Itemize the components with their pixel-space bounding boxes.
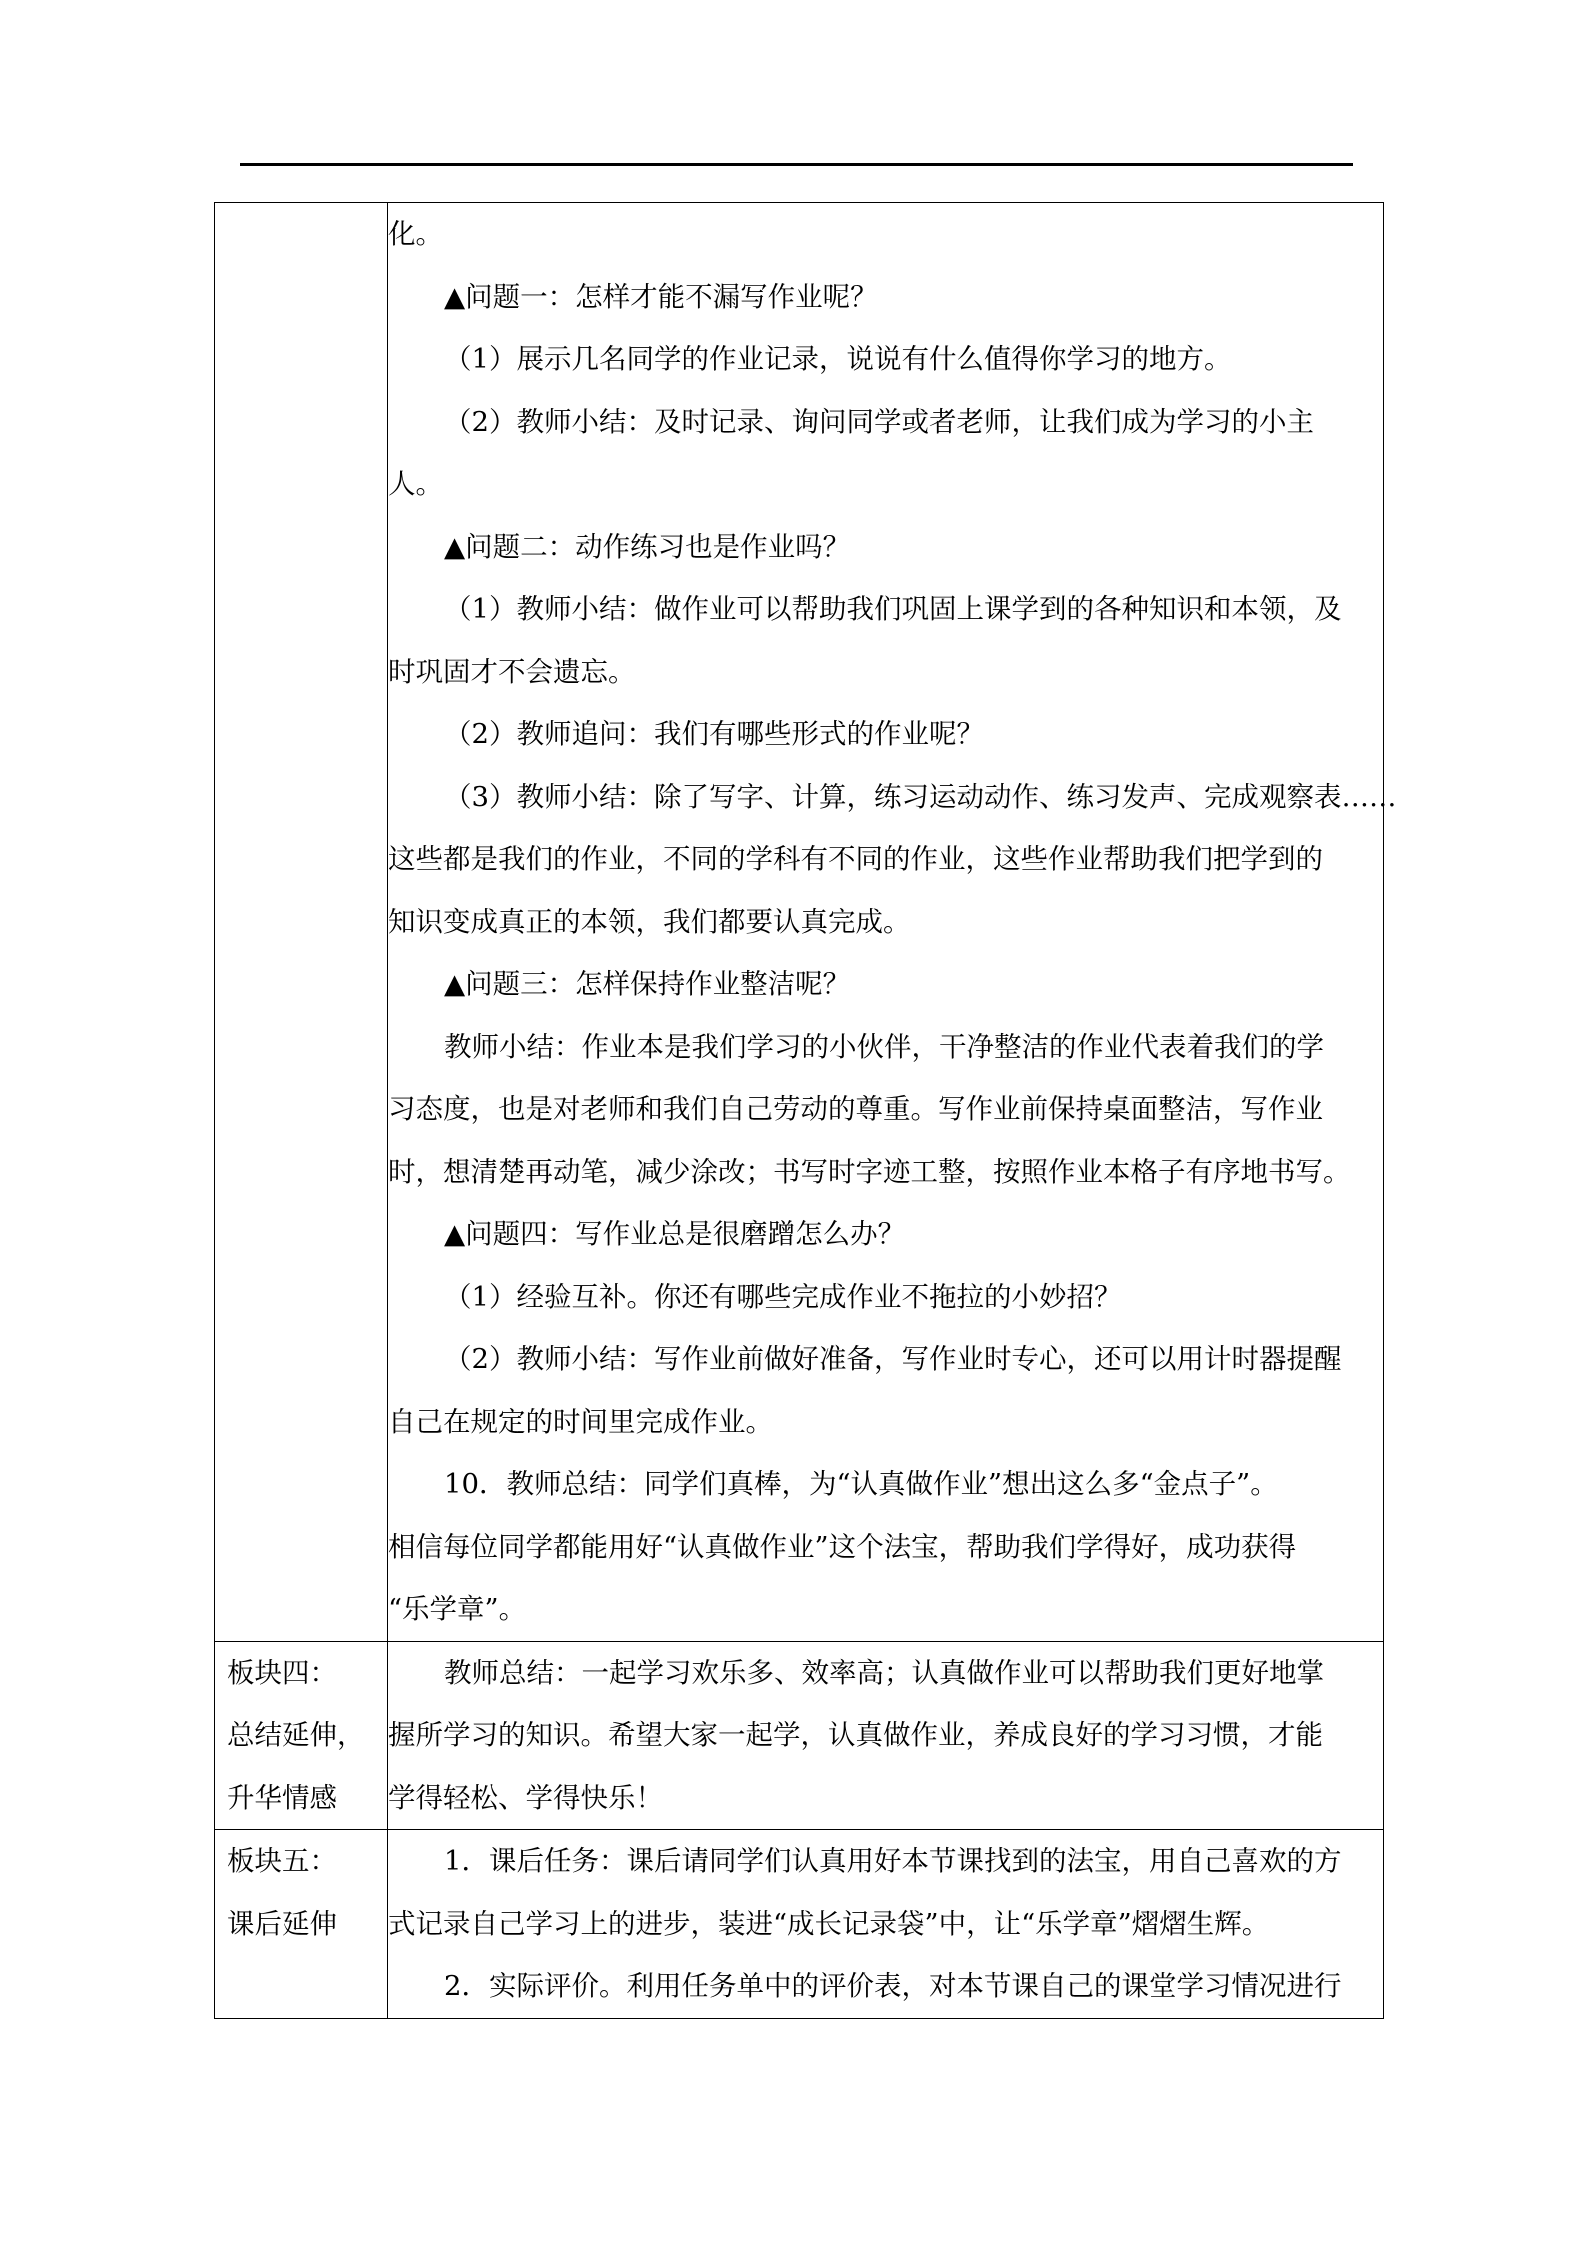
stage-label-cell [215,203,388,1642]
content-paragraph-line: 自己在规定的时间里完成作业。 [388,1405,773,1438]
lesson-plan-table [214,202,1397,2019]
table-row [215,1830,1384,2019]
content-paragraph-line: （2）教师小结：写作业前做好准备，写作业时专心，还可以用计时器提醒 [444,1343,1342,1375]
content-paragraph-line: ▲问题三：怎样保持作业整洁呢？ [444,968,851,1000]
stage-label-cell [215,1641,388,1830]
content-paragraph-line: 人。 [388,468,443,500]
content-paragraph-line: （3）教师小结：除了写字、计算，练习运动动作、练习发声、完成观察表…… [444,780,1397,813]
content-paragraph-line: 相信每位同学都能用好“认真做作业”这个法宝，帮助我们学得好，成功获得 [388,1530,1297,1563]
content-paragraph-line: 1．课后任务：课后请同学们认真用好本节课找到的法宝，用自己喜欢的方 [444,1845,1342,1877]
content-paragraph-line: （2）教师小结：及时记录、询问同学或者老师，让我们成为学习的小主 [444,405,1314,438]
content-paragraph-line: 教师小结：作业本是我们学习的小伙伴，干净整洁的作业代表着我们的学 [444,1030,1324,1063]
content-paragraph-line: 学得轻松、学得快乐！ [388,1781,663,1814]
header-rule [240,163,1353,166]
content-paragraph-line: 化。 [388,218,443,250]
content-paragraph-line: 习态度，也是对老师和我们自己劳动的尊重。写作业前保持桌面整洁，写作业 [388,1093,1323,1125]
content-paragraph-line: 2．实际评价。利用任务单中的评价表，对本节课自己的课堂学习情况进行 [444,1970,1342,2002]
stage-label-line: 板块四： [227,1656,337,1689]
content-paragraph-line: （2）教师追问：我们有哪些形式的作业呢？ [444,718,984,750]
content-paragraph-line: 式记录自己学习上的进步，装进“成长记录袋”中，让“乐学章”熠熠生辉。 [388,1907,1270,1940]
stage-content-cell [388,1830,1384,2019]
stage-label-line: 课后延伸 [227,1907,337,1940]
content-paragraph-line: ▲问题四：写作业总是很磨蹭怎么办？ [444,1218,906,1250]
stage-label-line: 板块五： [227,1845,337,1877]
content-paragraph-line: 时，想清楚再动笔，减少涂改；书写时字迹工整，按照作业本格子有序地书写。 [388,1155,1351,1188]
table-row [215,1641,1384,1830]
stage-label-cell [215,1830,388,2019]
content-paragraph-line: （1）展示几名同学的作业记录，说说有什么值得你学习的地方。 [444,343,1232,375]
content-paragraph-line: 握所学习的知识。希望大家一起学，认真做作业，养成良好的学习习惯，才能 [388,1719,1323,1751]
content-paragraph-line: （1）教师小结：做作业可以帮助我们巩固上课学到的各种知识和本领，及 [444,593,1342,625]
content-paragraph-line: 10．教师总结：同学们真棒，为“认真做作业”想出这么多“金点子”。 [444,1468,1278,1500]
content-paragraph-line: 知识变成真正的本领，我们都要认真完成。 [388,905,911,938]
stage-content-cell [388,203,1397,1642]
content-paragraph-line: （1）经验互补。你还有哪些完成作业不拖拉的小妙招？ [444,1280,1122,1313]
stage-label-line: 总结延伸， [227,1719,365,1751]
content-paragraph-line: ▲问题一：怎样才能不漏写作业呢？ [444,280,878,313]
content-paragraph-line: ▲问题二：动作练习也是作业吗？ [444,530,851,563]
content-paragraph-line: 时巩固才不会遗忘。 [388,655,636,688]
table-row [215,203,1384,1642]
content-paragraph-line: 这些都是我们的作业，不同的学科有不同的作业，这些作业帮助我们把学到的 [388,843,1323,875]
content-paragraph-line: “乐学章”。 [388,1593,527,1625]
stage-content-cell [388,1641,1384,1830]
stage-label-line: 升华情感 [227,1781,337,1814]
content-paragraph-line: 教师总结：一起学习欢乐多、效率高；认真做作业可以帮助我们更好地掌 [444,1656,1324,1689]
